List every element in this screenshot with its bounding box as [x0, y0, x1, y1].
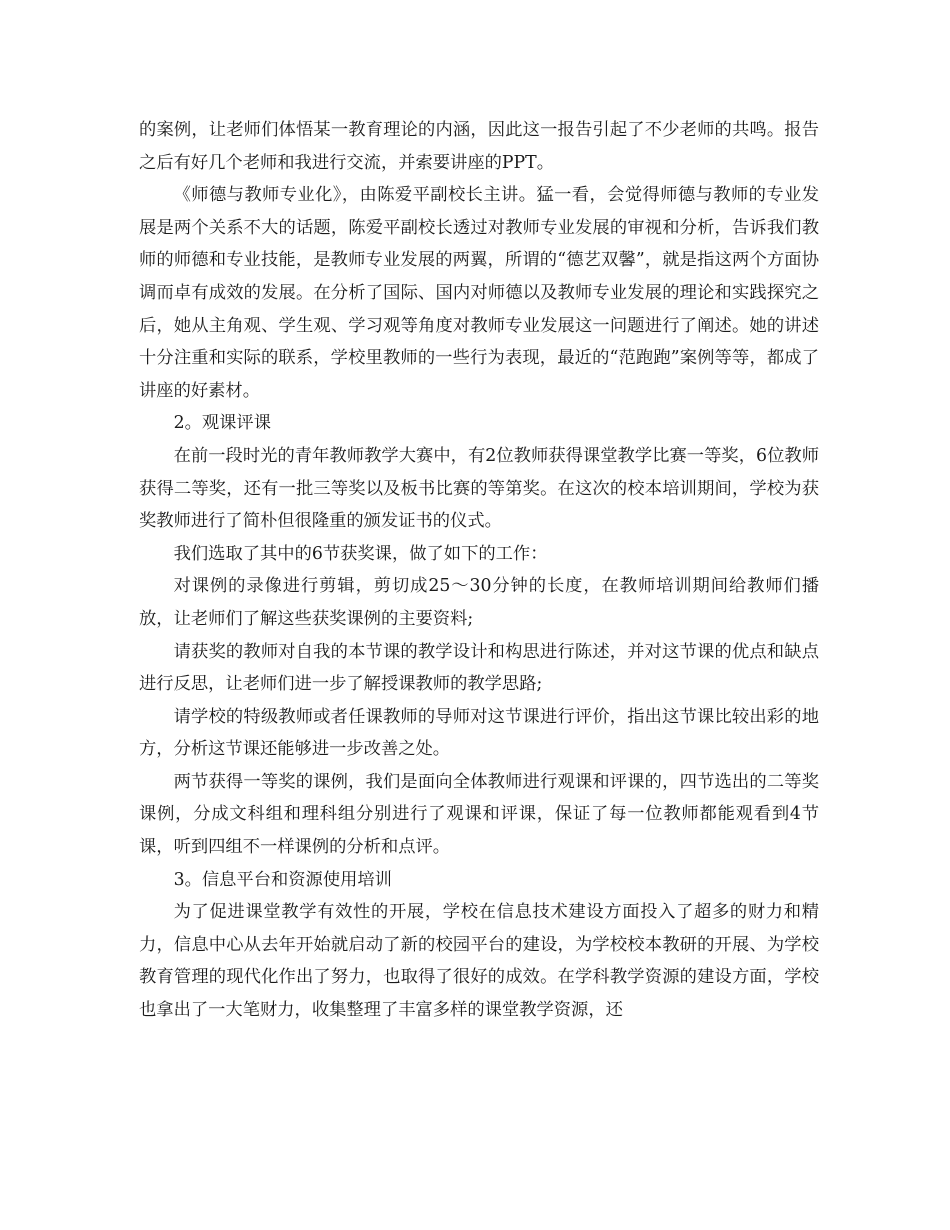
paragraph-expert-evaluation: 请学校的特级教师或者任课教师的导师对这节课进行评价，指出这节课比较出彩的地方，分析这节课还能够进一步改善之处。	[139, 706, 819, 760]
paragraph-video-editing: 对课例的录像进行剪辑，剪切成25～30分钟的长度，在教师培训期间给教师们播放，让老师们了解这些获奖课例的主要资料;	[139, 576, 819, 629]
paragraph-selected-lessons: 我们选取了其中的6节获奖课，做了如下的工作：	[173, 543, 548, 564]
section-heading-lesson-observation: 2。观课评课	[173, 413, 271, 434]
paragraph-information-technology: 为了促进课堂教学有效性的开展，学校在信息技术建设方面投入了超多的财力和精力，信息中心从去年开始就启动了新的校园平台的建设，为学校校本教研的开展、为学校教育管理的现代化作出了努力，也取得了很好的成效。在学科教学资源的建设方面，学校也拿出了一大笔财力，收集整理了丰富多样的课堂教学资源，还	[139, 902, 819, 1021]
paragraph-teaching-contest: 在前一段时光的青年教师教学大赛中，有2位教师获得课堂教学比赛一等奖，6位教师获得二等奖，还有一批三等奖以及板书比赛的等第奖。在这次的校本培训期间，学校为获奖教师进行了简朴但很隆重的颁发证书的仪式。	[139, 445, 819, 532]
section-heading-information-platform: 3。信息平台和资源使用培训	[173, 869, 392, 890]
paragraph-teacher-reflection: 请获奖的教师对自我的本节课的教学设计和构思进行陈述，并对这节课的优点和缺点进行反思，让老师们进一步了解授课教师的教学思路;	[139, 641, 819, 695]
document-body	[139, 114, 819, 1027]
paragraph-continuation: 的案例，让老师们体悟某一教育理论的内涵，因此这一报告引起了不少老师的共鸣。报告之后有好几个老师和我进行交流，并索要讲座的PPT。	[139, 120, 819, 173]
paragraph-lecture-ethics: 《师德与教师专业化》，由陈爱平副校长主讲。猛一看，会觉得师德与教师的专业发展是两个关系不大的话题，陈爱平副校长透过对教师专业发展的审视和分析，告诉我们教师的师德和专业技能，是教师专业发展的两翼，所谓的“德艺双馨”，就是指这两个方面协调而卓有成效的发展。在分析了国际、国内对师德以及教师专业发展的理论和实践探究之后，她从主角观、学生观、学习观等角度对教师专业发展这一问题进行了阐述。她的讲述十分注重和实际的联系，学校里教师的一些行为表现，最近的“范跑跑”案例等等，都成了讲座的好素材。	[139, 185, 819, 401]
paragraph-observation-groups: 两节获得一等奖的课例，我们是面向全体教师进行观课和评课的，四节选出的二等奖课例，分成文科组和理科组分别进行了观课和评课，保证了每一位教师都能观看到4节课，听到四组不一样课例的分析和点评。	[139, 771, 819, 858]
